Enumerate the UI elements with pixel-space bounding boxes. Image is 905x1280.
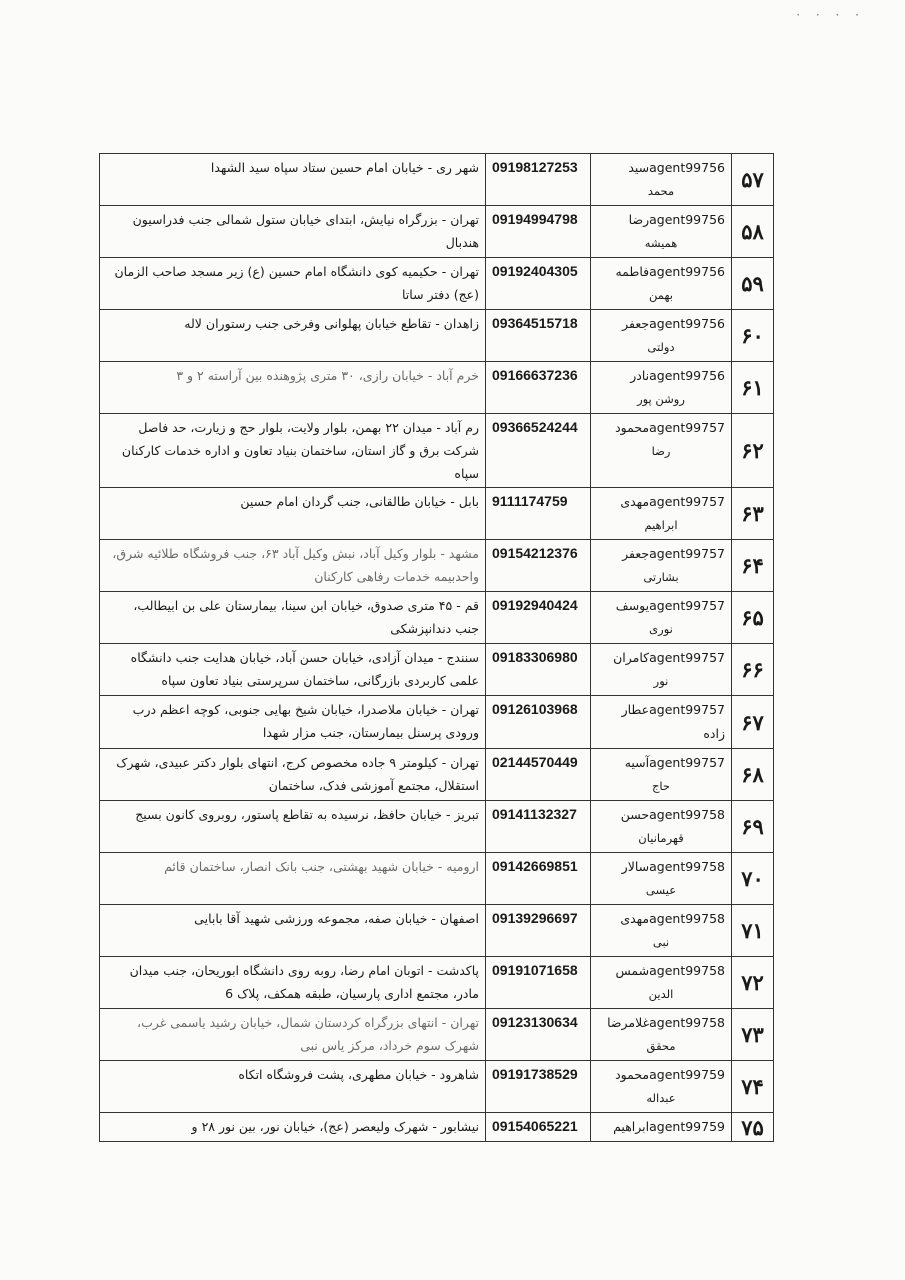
phone-number: 09142669851 — [486, 853, 591, 905]
table-row — [100, 362, 774, 414]
name-cell — [591, 1061, 732, 1113]
name-cell — [591, 258, 732, 310]
first-name: فاطمه — [615, 264, 650, 279]
row-number: ۵۸ — [732, 206, 774, 258]
table-row — [100, 154, 774, 206]
table-row — [100, 957, 774, 1009]
agent-id: agent99758 — [649, 963, 725, 978]
agent-id: agent99759 — [649, 1119, 725, 1134]
name-cell — [591, 696, 732, 749]
name-cell — [591, 905, 732, 957]
name-cell — [591, 957, 732, 1009]
row-number: ۷۳ — [732, 1009, 774, 1061]
agent-id: agent99758 — [649, 859, 725, 874]
last-name: بهمن — [649, 288, 673, 302]
name-cell — [591, 362, 732, 414]
agent-id: agent99758 — [649, 1015, 725, 1030]
row-number: ۷۲ — [732, 957, 774, 1009]
address: شهر ری - خیابان امام حسین ستاد سپاه سید الشهدا — [100, 154, 486, 206]
row-number: ۶۱ — [732, 362, 774, 414]
first-name: ابراهیم — [613, 1119, 650, 1134]
phone-number: 09166637236 — [486, 362, 591, 414]
table-row — [100, 696, 774, 749]
phone-number: 09366524244 — [486, 414, 591, 488]
phone-number: 09191738529 — [486, 1061, 591, 1113]
address: نیشابور - شهرک ولیعصر (عج)، خیابان نور، بین نور ۲۸ و — [100, 1113, 486, 1142]
last-name: روشن پور — [637, 392, 685, 406]
phone-number: 09154212376 — [486, 540, 591, 592]
last-name: رضا — [651, 444, 671, 458]
last-name: ابراهیم — [644, 518, 678, 532]
first-name: غلامرضا — [607, 1015, 650, 1030]
first-name: محمود — [615, 1067, 650, 1082]
first-name: رضا — [628, 212, 650, 227]
first-name: شمس — [615, 963, 650, 978]
phone-number: 09192404305 — [486, 258, 591, 310]
first-name: مهدی — [620, 494, 650, 509]
table-row — [100, 206, 774, 258]
name-cell — [591, 414, 732, 488]
address: شاهرود - خیابان مطهری، پشت فروشگاه اتکاه — [100, 1061, 486, 1113]
last-name: همیشه — [644, 236, 678, 250]
agent-id: agent99759 — [649, 1067, 725, 1082]
name-cell — [591, 592, 732, 644]
address: تهران - انتهای بزرگراه کردستان شمال، خیابان رشید یاسمی غرب، شهرک سوم خرداد، مرکز یاس نبی — [100, 1009, 486, 1061]
name-cell — [591, 749, 732, 801]
first-name: جعفر — [622, 546, 650, 561]
records-grid — [99, 153, 774, 1142]
phone-number: 09141132327 — [486, 801, 591, 853]
last-name: نور — [653, 674, 669, 688]
last-name: دولتی — [647, 340, 675, 354]
address: تهران - حکیمیه کوی دانشگاه امام حسین (ع) زیر مسجد صاحب الزمان (عج) دفتر ساتا — [100, 258, 486, 310]
address: مشهد - بلوار وکیل آباد، نبش وکیل آباد ۶۳، جنب فروشگاه طلائیه شرق، واحدبیمه خدمات رفاهی کارکنان — [100, 540, 486, 592]
row-number: ۶۲ — [732, 414, 774, 488]
name-cell — [591, 206, 732, 258]
phone-number: 09126103968 — [486, 696, 591, 749]
name-cell — [591, 801, 732, 853]
phone-number: 9111174759 — [486, 488, 591, 540]
last-name: عبداله — [646, 1091, 676, 1105]
table-row — [100, 644, 774, 696]
table-row — [100, 310, 774, 362]
last-name: محمد — [647, 184, 675, 198]
first-name: محمود — [615, 420, 650, 435]
row-number: ۵۹ — [732, 258, 774, 310]
table-row — [100, 1061, 774, 1113]
name-cell — [591, 1009, 732, 1061]
agent-id: agent99757 — [649, 598, 725, 613]
last-name: الدین — [648, 987, 674, 1001]
agent-id: agent99757 — [649, 420, 725, 435]
address: بابل - خیابان طالقانی، جنب گردان امام حسین — [100, 488, 486, 540]
table-row — [100, 1009, 774, 1061]
agent-id: agent99756 — [649, 212, 725, 227]
row-number: ۷۱ — [732, 905, 774, 957]
table-row — [100, 905, 774, 957]
row-number: ۶۰ — [732, 310, 774, 362]
last-name: نبی — [652, 935, 670, 949]
row-number: ۶۸ — [732, 749, 774, 801]
first-name: سید — [628, 160, 650, 175]
name-cell — [591, 488, 732, 540]
address: خرم آباد - خیابان رازی، ۳۰ متری پژوهنده بین آراسته ۲ و ۳ — [100, 362, 486, 414]
row-number: ۶۹ — [732, 801, 774, 853]
table-row — [100, 853, 774, 905]
scan-specks: · · · · — [796, 8, 865, 22]
address: تبریز - خیابان حافظ، نرسیده به تقاطع پاستور، روبروی کانون بسیج — [100, 801, 486, 853]
agent-id: agent99756 — [649, 160, 725, 175]
address: پاکدشت - اتوبان امام رضا، روبه روی دانشگاه ابوریحان، جنب میدان مادر، مجتمع اداری پارسیان، طبقه همکف، پلاک 6 — [100, 957, 486, 1009]
address: قم - ۴۵ متری صدوق، خیابان ابن سینا، بیمارستان علی بن ابیطالب، جنب دندانپزشکی — [100, 592, 486, 644]
table-row — [100, 488, 774, 540]
last-name: حاج — [651, 779, 671, 793]
address: ارومیه - خیابان شهید بهشتی، جنب بانک انصار، ساختمان قائم — [100, 853, 486, 905]
first-name: عطار زاده — [621, 702, 725, 741]
last-name: عیسی — [645, 883, 677, 897]
phone-number: 09198127253 — [486, 154, 591, 206]
phone-number: 09154065221 — [486, 1113, 591, 1142]
table-row — [100, 258, 774, 310]
name-cell — [591, 644, 732, 696]
last-name: محقق — [646, 1039, 676, 1053]
agent-id: agent99757 — [649, 702, 725, 717]
address: رم آباد - میدان ۲۲ بهمن، بلوار ولایت، بلوار حج و زیارت، حد فاصل شرکت برق و گاز استان، ساختمان بنیاد تعاون و اداره خدمات کارکنان سپاه — [100, 414, 486, 488]
phone-number: 09139296697 — [486, 905, 591, 957]
first-name: کامران — [613, 650, 650, 665]
phone-number: 09364515718 — [486, 310, 591, 362]
first-name: یوسف — [615, 598, 650, 613]
records-table — [99, 153, 774, 1142]
first-name: نادر — [630, 368, 650, 383]
phone-number: 09191071658 — [486, 957, 591, 1009]
phone-number: 09123130634 — [486, 1009, 591, 1061]
row-number: ۶۶ — [732, 644, 774, 696]
last-name: قهرمانیان — [638, 831, 684, 845]
agent-id: agent99758 — [649, 911, 725, 926]
first-name: جعفر — [622, 316, 650, 331]
last-name: نوری — [649, 622, 673, 636]
agent-id: agent99756 — [649, 264, 725, 279]
address: زاهدان - تقاطع خیابان پهلوانی وفرخی جنب رستوران لاله — [100, 310, 486, 362]
row-number: ۵۷ — [732, 154, 774, 206]
first-name: حسن — [620, 807, 650, 822]
row-number: ۷۴ — [732, 1061, 774, 1113]
table-row — [100, 540, 774, 592]
agent-id: agent99757 — [649, 546, 725, 561]
name-cell — [591, 310, 732, 362]
first-name: مهدی — [620, 911, 650, 926]
phone-number: 09183306980 — [486, 644, 591, 696]
first-name: سالار — [621, 859, 650, 874]
address: سنندج - میدان آزادی، خیابان حسن آباد، خیابان هدایت جنب دانشگاه علمی کاربردی بازرگانی، ساختمان سرپرستی بنیاد تعاون سپاه — [100, 644, 486, 696]
row-number: ۶۳ — [732, 488, 774, 540]
address: تهران - کیلومتر ۹ جاده مخصوص کرج، انتهای بلوار دکتر عبیدی، شهرک استقلال، مجتمع آموزشی فدک، ساختمان — [100, 749, 486, 801]
table-row — [100, 749, 774, 801]
phone-number: 02144570449 — [486, 749, 591, 801]
row-number: ۶۴ — [732, 540, 774, 592]
table-row — [100, 1113, 774, 1142]
name-cell — [591, 853, 732, 905]
name-cell — [591, 1113, 732, 1142]
last-name: بشارتی — [643, 570, 679, 584]
row-number: ۶۵ — [732, 592, 774, 644]
table-row — [100, 592, 774, 644]
agent-id: agent99756 — [649, 316, 725, 331]
agent-id: agent99756 — [649, 368, 725, 383]
name-cell — [591, 154, 732, 206]
row-number: ۶۷ — [732, 696, 774, 749]
agent-id: agent99758 — [649, 807, 725, 822]
row-number: ۷۵ — [732, 1113, 774, 1142]
agent-id: agent99757 — [649, 755, 725, 770]
name-cell — [591, 540, 732, 592]
table-row — [100, 801, 774, 853]
row-number: ۷۰ — [732, 853, 774, 905]
phone-number: 09194994798 — [486, 206, 591, 258]
address: تهران - خیابان ملاصدرا، خیابان شیخ بهایی جنوبی، کوچه اعظم درب ورودی پرسنل بیمارستان، جنب مزار شهدا — [100, 696, 486, 749]
phone-number: 09192940424 — [486, 592, 591, 644]
table-row — [100, 414, 774, 488]
address: تهران - بزرگراه نیایش، ابتدای خیابان ستول شمالی جنب فدراسیون هندبال — [100, 206, 486, 258]
agent-id: agent99757 — [649, 494, 725, 509]
first-name: آسیه — [624, 755, 650, 770]
agent-id: agent99757 — [649, 650, 725, 665]
address: اصفهان - خیابان صفه، مجموعه ورزشی شهید آقا بابایی — [100, 905, 486, 957]
